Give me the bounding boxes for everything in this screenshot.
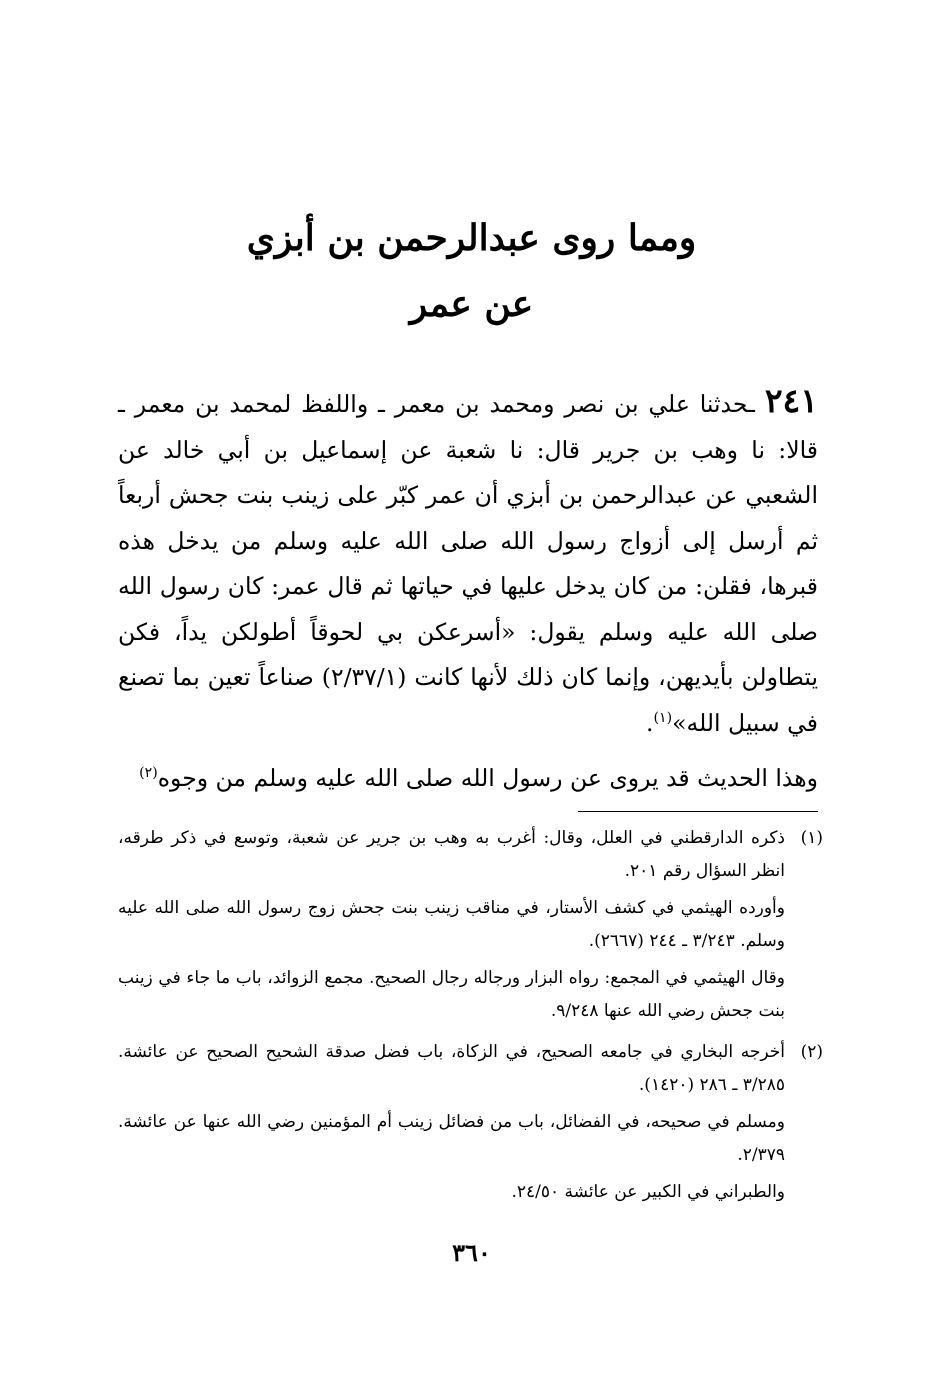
footnote-ref-2[interactable]: (٢): [139, 765, 158, 782]
chapter-heading-line-1: ومما روى عبدالرحمن بن أبزي: [246, 217, 697, 259]
footnote-line: ومسلم في صحيحه، في الفضائل، باب من فضائل زينب أم المؤمنين رضي الله عنها عن عائشة. ٢/٣٧٩.: [118, 1112, 785, 1165]
footnote-line: والطبراني في الكبير عن عائشة ٢٤/٥٠.: [511, 1182, 785, 1202]
hadith-number: ٢٤١: [764, 381, 818, 420]
footnote-separator: [578, 811, 818, 812]
footnote-ref-1[interactable]: (١): [653, 709, 673, 726]
footnote-body: [118, 1036, 785, 1213]
footnote-line: أخرجه البخاري في جامعه الصحيح، في الزكاة، باب فضل صدقة الشحيح الصحيح عن عائشة. ٣/٢٨٥ ـ ٢٨٦ (١٤٢٠).: [118, 1042, 785, 1095]
page-number: ٣٦٠: [452, 1238, 491, 1267]
hadith-end: .: [646, 708, 654, 737]
hadith-paragraph: [118, 378, 818, 746]
footnote-mark: (٢): [800, 1042, 823, 1062]
note-paragraph: [118, 756, 818, 802]
footnote-line: وقال الهيثمي في المجمع: رواه البزار ورجاله رجال الصحيح. مجمع الزوائد، باب ما جاء في زينب بنت جحش رضي الله عنها ٩/٢٤٨.: [118, 968, 785, 1021]
footnote-mark: (١): [800, 828, 823, 848]
chapter-heading-line-2: عن عمر: [409, 283, 534, 325]
footnote-2: [118, 1036, 823, 1213]
footnote-body: [118, 822, 785, 1032]
footnote-line: وأورده الهيثمي في كشف الأستار، في مناقب زينب بنت جحش زوج رسول الله صلى الله عليه وسلم. ٣/٢٤٣ ـ ٢٤٤ (٢٦٦٧).: [118, 898, 785, 951]
main-text: [118, 378, 818, 802]
footnotes: [118, 822, 823, 1217]
footnote-line: ذكره الدارقطني في العلل، وقال: أغرب به وهب بن جرير عن شعبة، وتوسع في ذكر طرقه، انظر السؤال رقم ٢٠١.: [118, 828, 785, 881]
note-text: وهذا الحديث قد يروى عن رسول الله صلى الله عليه وسلم من وجوه: [157, 764, 818, 792]
hadith-text: حدثنا علي بن نصر ومحمد بن معمر ـ واللفظ لمحمد بن معمر ـ قالا: نا وهب بن جرير قال: نا شعبة عن إسماعيل بن أبي خالد عن الشعبي عن عبدالرحمن بن أبزي أن عمر كبّر على زينب بنت جحش أربعاً ثم أرسل إلى أزواج رسول الله صلى الله عليه وسلم من يدخل هذه قبرها، فقلن: من كان يدخل عليها في حياتها ثم قال عمر: كان رسول الله صلى الله عليه وسلم يقول: «أسرعكن بي لحوقاً أطولكن يداً، فكن يتطاولن بأيديهن، وإنما كان ذلك لأنها كانت (٢/٣٧/١) صناعاً تعين بما تصنع في سبيل الله»: [118, 390, 818, 737]
hadith-number-dash: ـ: [748, 390, 765, 418]
footnote-1: [118, 822, 823, 1032]
